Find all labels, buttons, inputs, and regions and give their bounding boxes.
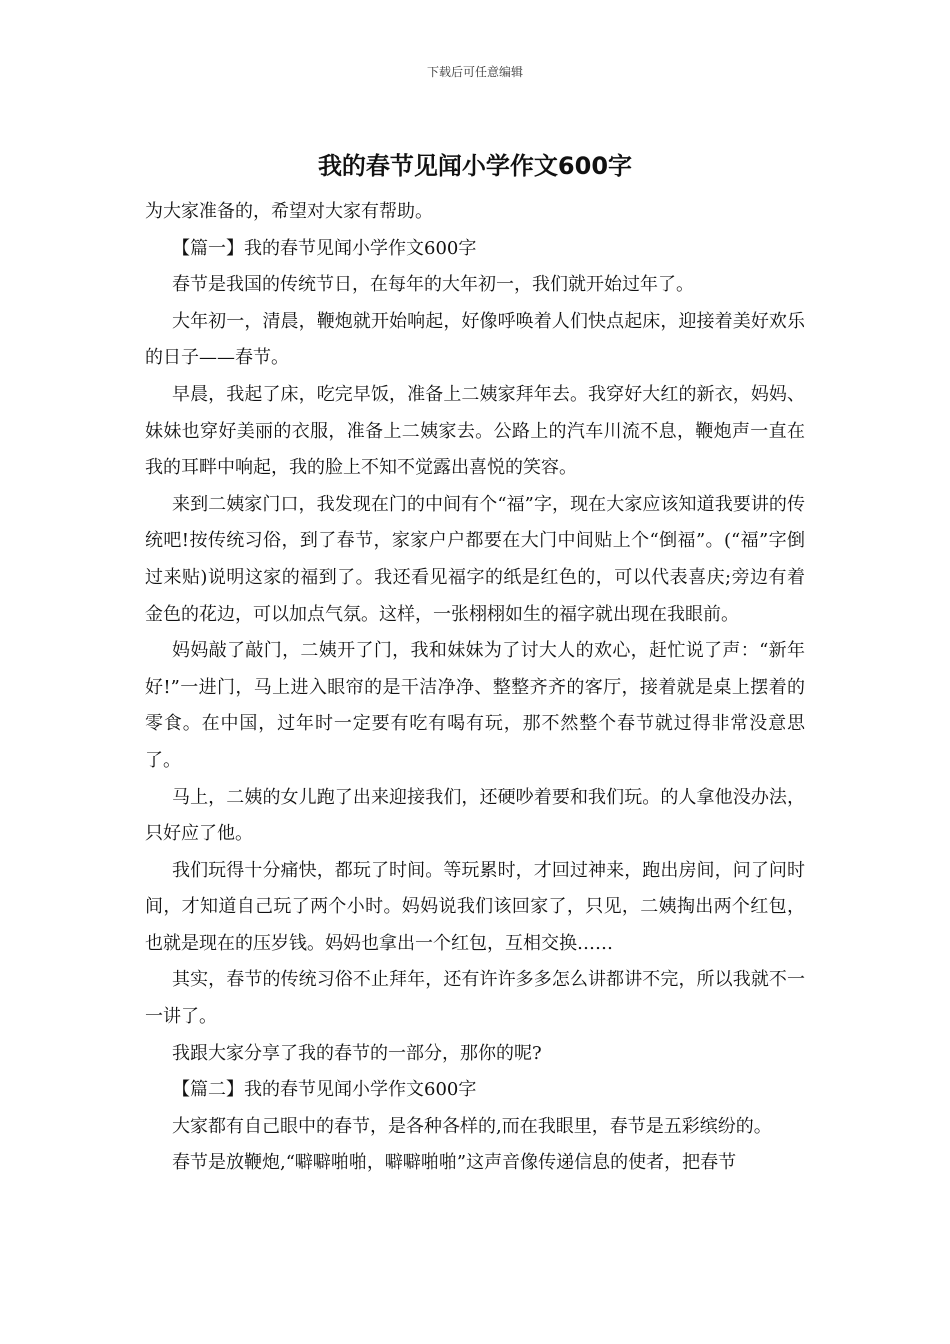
paragraph: 大家都有自己眼中的春节，是各种各样的,而在我眼里，春节是五彩缤纷的。 (172, 1115, 772, 1137)
document-body (145, 194, 805, 1182)
paragraph: 春节是放鞭炮,“噼噼啪啪，噼噼啪啪”这声音像传递信息的使者，把春节 (172, 1152, 737, 1174)
section-2-heading: 【篇二】我的春节见闻小学作文600字 (172, 1079, 477, 1101)
intro-paragraph: 为大家准备的，希望对大家有帮助。 (145, 201, 433, 222)
paragraph: 我们玩得十分痛快，都玩了时间。等玩累时，才回过神来，跑出房间，问了问时间，才知道自己玩了两个小时。妈妈说我们该回家了，只见，二姨掏出两个红包，也就是现在的压岁钱。妈妈也拿出一个红包，互相交换…… (145, 859, 805, 954)
document-title: 我的春节见闻小学作文600字 (317, 152, 633, 180)
paragraph: 早晨，我起了床，吃完早饭，准备上二姨家拜年去。我穿好大红的新衣，妈妈、妹妹也穿好美丽的衣服，准备上二姨家去。公路上的汽车川流不息，鞭炮声一直在我的耳畔中响起，我的脸上不知不觉露出喜悦的笑容。 (145, 383, 805, 479)
paragraph: 我跟大家分享了我的春节的一部分，那你的呢? (172, 1042, 542, 1064)
paragraph: 春节是我国的传统节日，在每年的大年初一，我们就开始过年了。 (172, 274, 694, 296)
paragraph: 其实，春节的传统习俗不止拜年，还有许许多多怎么讲都讲不完，所以我就不一一讲了。 (145, 969, 805, 1028)
paragraph: 妈妈敲了敲门，二姨开了门，我和妹妹为了讨大人的欢心，赶忙说了声：“新年好!”一进门，马上进入眼帘的是干洁净净、整整齐齐的客厅，接着就是桌上摆着的零食。在中国，过年时一定要有吃有喝有玩，那不然整个春节就过得非常没意思了。 (145, 640, 805, 771)
paragraph: 马上，二姨的女儿跑了出来迎接我们，还硬吵着要和我们玩。的人拿他没办法，只好应了他。 (145, 786, 805, 845)
section-1-heading: 【篇一】我的春节见闻小学作文600字 (172, 237, 477, 259)
page-header-note: 下载后可任意编辑 (426, 65, 523, 79)
paragraph: 大年初一，清晨，鞭炮就开始响起，好像呼唤着人们快点起床，迎接着美好欢乐的日子——春节。 (145, 310, 805, 369)
paragraph: 来到二姨家门口，我发现在门的中间有个“福”字，现在大家应该知道我要讲的传统吧!按传统习俗，到了春节，家家户户都要在大门中间贴上个“倒福”。(“福”字倒过来贴)说明这家的福到了。我还看见福字的纸是红色的，可以代表喜庆;旁边有着金色的花边，可以加点气氛。这样，一张栩栩如生的福字就出现在我眼前。 (145, 493, 805, 625)
